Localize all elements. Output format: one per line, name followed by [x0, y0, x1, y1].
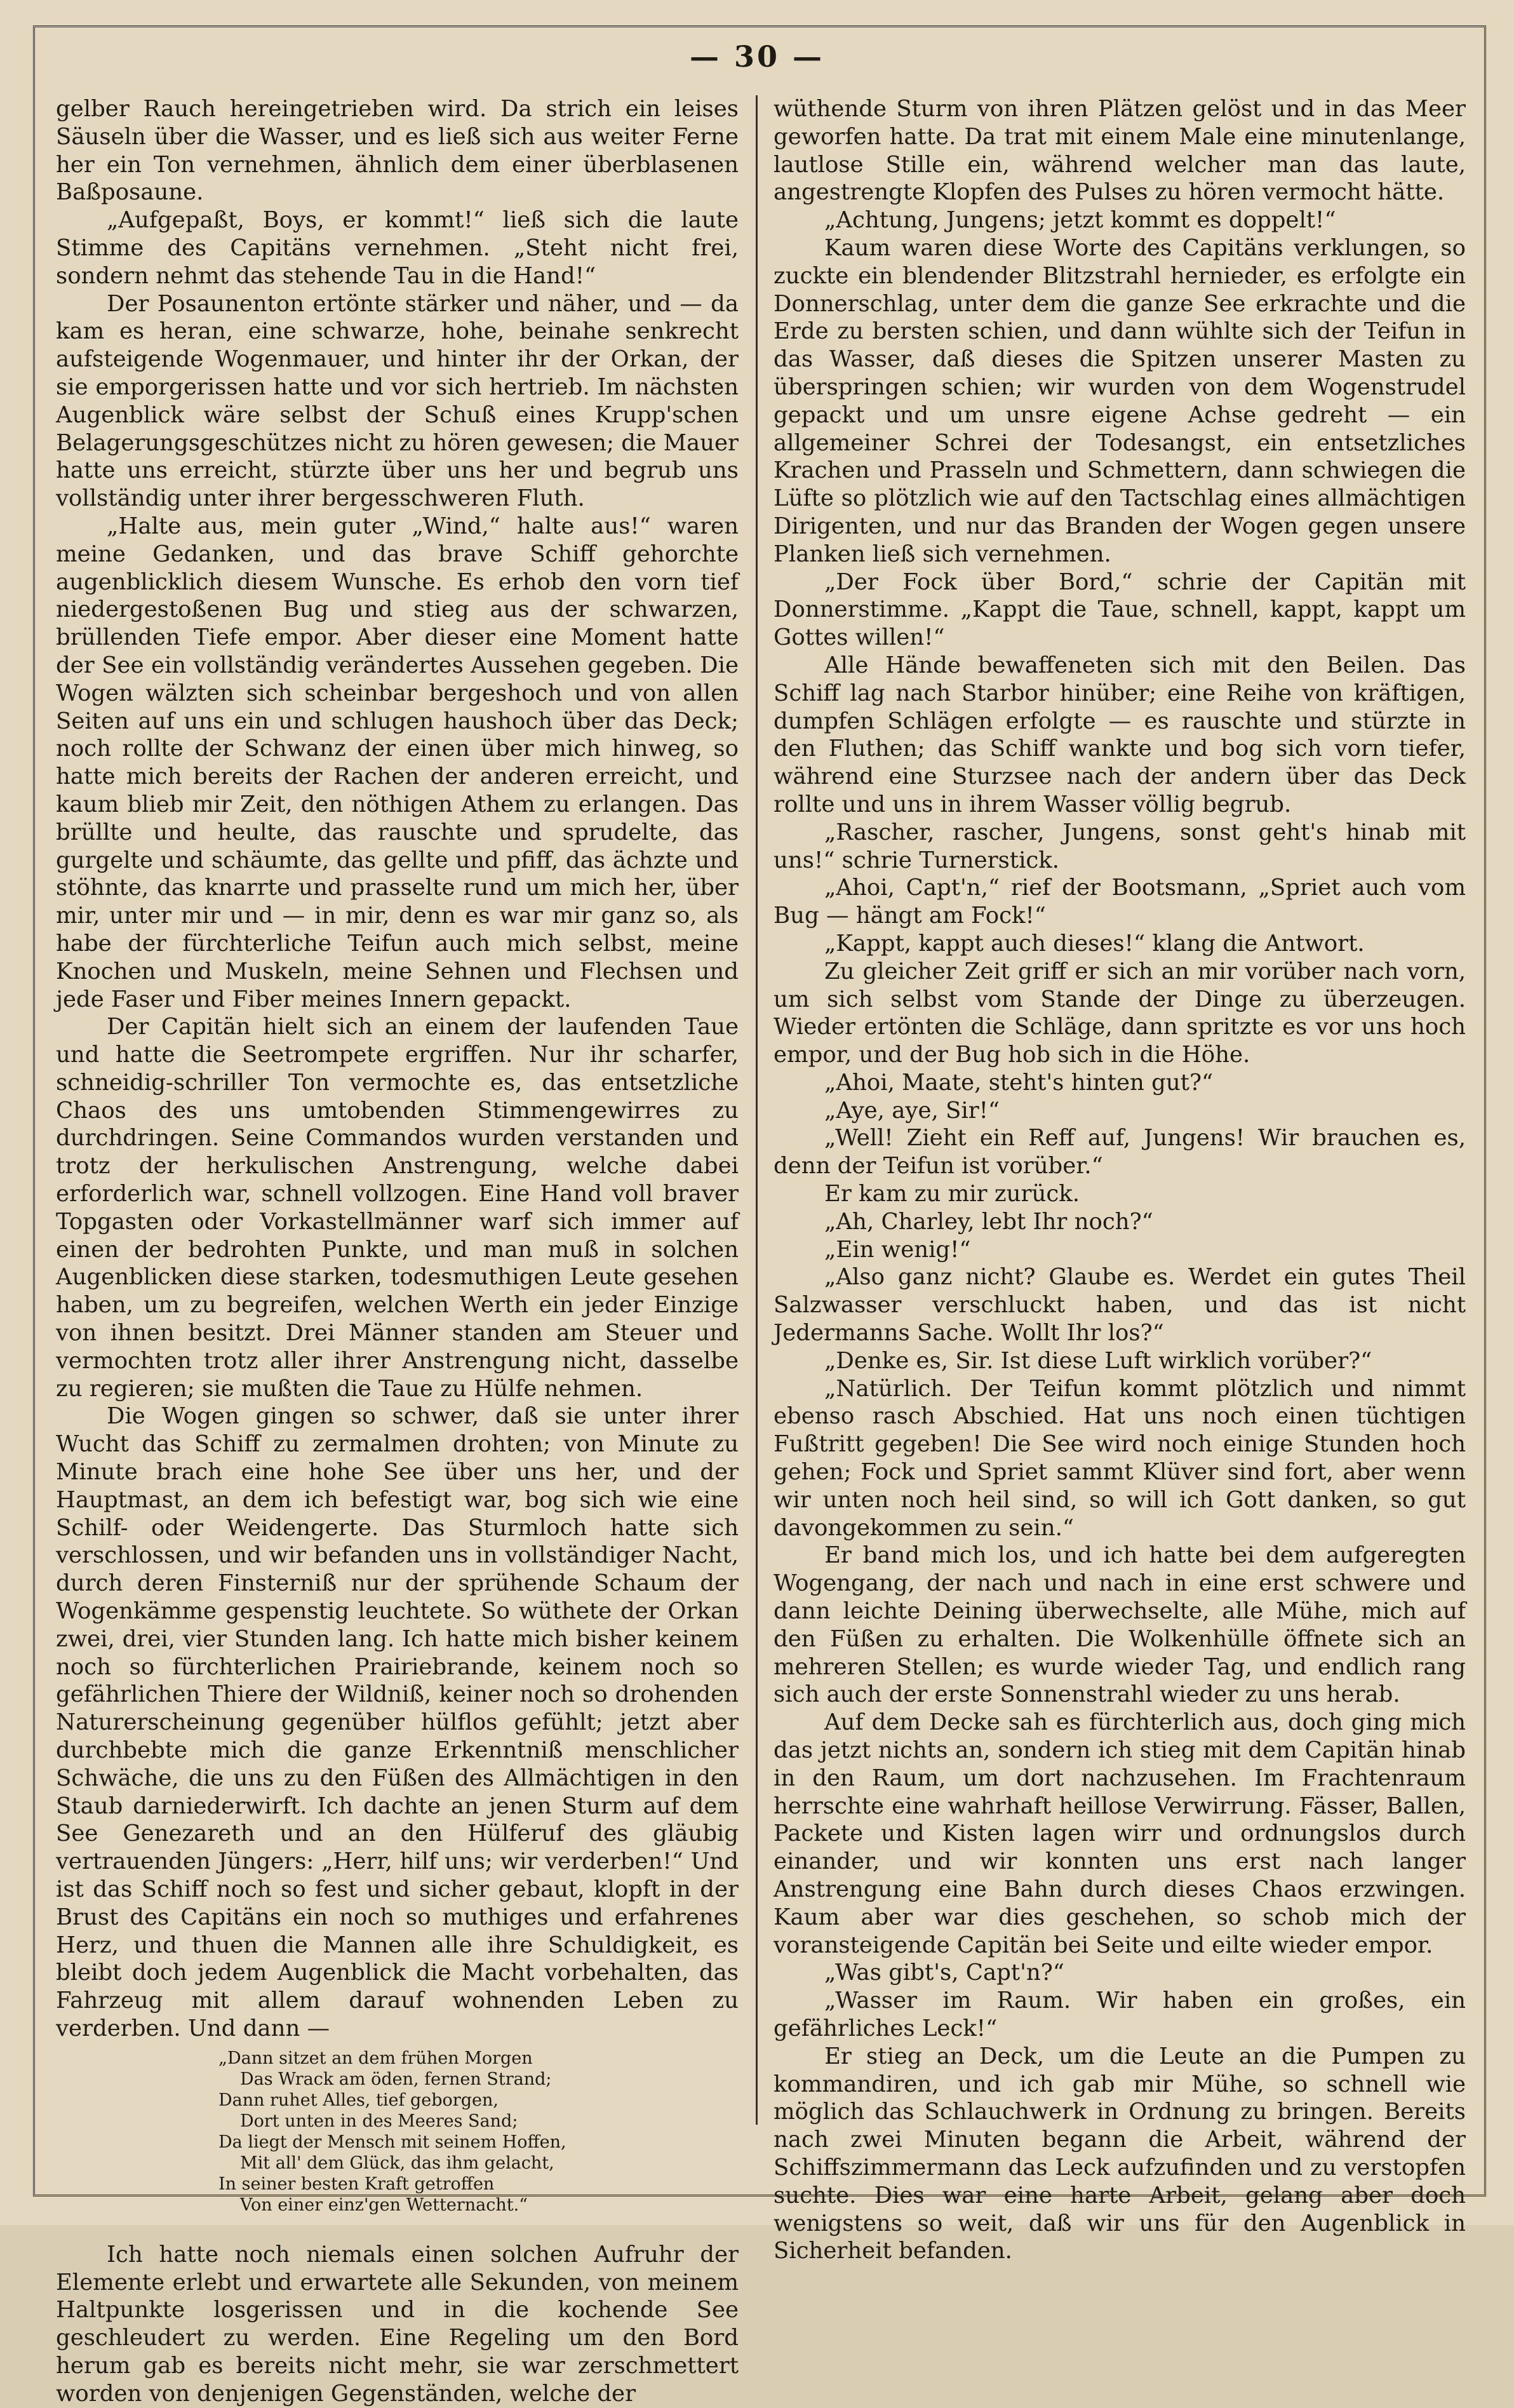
poem-line: Dort unten in des Meeres Sand;	[240, 2111, 518, 2131]
paragraph: „Ahoi, Maate, steht's hinten gut?“	[824, 1069, 1214, 1096]
paragraph: Die Wogen gingen so schwer, daß sie unter ihrer Wucht das Schiff zu zermalmen drohten; von Minute zu Minute brach eine hohe See über uns her, und der Hauptmast, an dem ich befestigt war, bog sich wie eine Schilf- oder Weidengerte. Das Sturmloch hatte sich verschlossen, und wir befanden uns in vollständiger Nacht, durch deren Finsterniß nur der sprühende Schaum der Wogenkämme gespenstig leuchtete. So wüthete der Orkan zwei, drei, vier Stunden lang. Ich hatte mich bisher keinem noch so fürchterlichen Prairiebrande, keinem noch so gefährlichen Thiere der Wildniß, keiner noch so drohenden Naturerscheinung gegenüber hülflos gefühlt; jetzt aber durchbebte mich die ganze Erkenntniß menschlicher Schwäche, die uns zu den Füßen des Allmächtigen in den Staub darniederwirft. Ich dachte an jenen Sturm auf dem See Genezareth und an den Hülferuf des gläubig vertrauenden Jüngers: „Herr, hilf uns; wir verderben!“ Und ist das Schiff noch so fest und sicher gebaut, klopft in der Brust des Capitäns ein noch so muthiges und erfahrenes Herz, und thuen die Mannen alle ihre Schuldigkeit, es bleibt doch jedem Augenblick die Macht vorbehalten, das Fahrzeug mit allem darauf wohnenden Leben zu verderben. Und dann —	[56, 1403, 739, 2041]
page-number: — 30 —	[689, 39, 825, 74]
paragraph: Der Posaunenton ertönte stärker und näher, und — da kam es heran, eine schwarze, hohe, beinahe senkrecht aufsteigende Wogenmauer, und hinter ihr der Orkan, der sie emporgerissen hatte und vor sich hertrieb. Im nächsten Augenblick wäre selbst der Schuß eines Krupp'schen Belagerungsgeschützes nicht zu hören gewesen; die Mauer hatte uns erreicht, stürzte über uns her und begrub uns vollständig unter ihrer bergesschweren Fluth.	[56, 290, 739, 512]
paragraph: Er band mich los, und ich hatte bei dem aufgeregten Wogengang, der nach und nach in eine erst schwere und dann leichte Deining überwechselte, alle Mühe, mich auf den Füßen zu erhalten. Die Wolkenhülle öffnete sich an mehreren Stellen; es wurde wieder Tag, und endlich rang sich auch der erste Sonnenstrahl wieder zu uns herab.	[774, 1542, 1466, 1708]
paragraph: „Ein wenig!“	[824, 1236, 971, 1263]
paragraph: „Aufgepaßt, Boys, er kommt!“ ließ sich die laute Stimme des Capitäns vernehmen. „Steht nicht frei, sondern nehmt das stehende Tau in die Hand!“	[56, 207, 739, 289]
paragraph: „Kappt, kappt auch dieses!“ klang die Antwort.	[824, 930, 1365, 957]
paragraph: Zu gleicher Zeit griff er sich an mir vorüber nach vorn, um sich selbst vom Stande der Dinge zu überzeugen. Wieder ertönten die Schläge, dann spritzte es vor uns hoch empor, und der Bug hob sich in die Höhe.	[774, 958, 1466, 1068]
paragraph: „Ah, Charley, lebt Ihr noch?“	[824, 1208, 1153, 1235]
poem	[56, 2048, 739, 2216]
paragraph: wüthende Sturm von ihren Plätzen gelöst und in das Meer geworfen hatte. Da trat mit einem Male eine minutenlange, lautlose Stille ein, während welcher man das laute, angestrengte Klopfen des Pulses zu hören vermocht hätte.	[774, 96, 1466, 206]
right-column	[774, 95, 1466, 2264]
paragraph: „Well! Zieht ein Reff auf, Jungens! Wir brauchen es, denn der Teifun ist vorüber.“	[774, 1125, 1466, 1180]
paragraph: „Der Fock über Bord,“ schrie der Capitän mit Donnerstimme. „Kappt die Taue, schnell, kappt, kappt um Gottes willen!“	[774, 568, 1466, 651]
paragraph: „Also ganz nicht? Glaube es. Werdet ein gutes Theil Salzwasser verschluckt haben, und das ist nicht Jedermanns Sache. Wollt Ihr los?“	[774, 1264, 1466, 1347]
poem-line: Da liegt der Mensch mit seinem Hoffen,	[218, 2132, 566, 2152]
poem-line: Das Wrack am öden, fernen Strand;	[240, 2069, 552, 2089]
poem-line: In seiner besten Kraft getroffen	[218, 2174, 495, 2194]
paragraph: Kaum waren diese Worte des Capitäns verklungen, so zuckte ein blendender Blitzstrahl hernieder, es erfolgte ein Donnerschlag, unter dem die ganze See erkrachte und die Erde zu bersten schien, und dann wühlte sich der Teifun in das Wasser, daß dieses die Spitzen unserer Masten zu überspringen schien; wir wurden von dem Wogenstrudel gepackt und um unsre eigene Achse gedreht — ein allgemeiner Schrei der Todesangst, ein entsetzliches Krachen und Prasseln und Schmettern, dann schwiegen die Lüfte so plötzlich wie auf den Tactschlag eines allmächtigen Dirigenten, und nur das Branden der Wogen gegen unsere Planken ließ sich vernehmen.	[774, 234, 1466, 567]
paragraph: „Halte aus, mein guter „Wind,“ halte aus!“ waren meine Gedanken, und das brave Schiff gehorchte augenblicklich diesem Wunsche. Es erhob den vorn tief niedergestoßenen Bug und stieg aus der schwarzen, brüllenden Tiefe empor. Aber dieser eine Moment hatte der See ein vollständig verändertes Aussehen gegeben. Die Wogen wälzten sich scheinbar bergeshoch und von allen Seiten auf uns ein und schlugen haushoch über das Deck; noch rollte der Schwanz der einen über mich hinweg, so hatte mich bereits der Rachen der anderen erreicht, und kaum blieb mir Zeit, den nöthigen Athem zu erlangen. Das brüllte und heulte, das rauschte und sprudelte, das gurgelte und schäumte, das gellte und pfiff, das ächzte und stöhnte, das knarrte und prasselte rund um mich her, über mir, unter mir und — in mir, denn es war mir ganz so, als habe der fürchterliche Teifun auch mich selbst, meine Knochen und Muskeln, meine Sehnen und Flechsen und jede Faser und Fiber meines Innern gepackt.	[56, 513, 739, 1012]
paragraph: „Denke es, Sir. Ist diese Luft wirklich vorüber?“	[824, 1347, 1372, 1374]
poem-line: Mit all' dem Glück, das ihm gelacht,	[240, 2153, 554, 2173]
paragraph: „Wasser im Raum. Wir haben ein großes, ein gefährliches Leck!“	[774, 1988, 1466, 2041]
paragraph: „Aye, aye, Sir!“	[824, 1097, 1000, 1124]
paragraph: Der Capitän hielt sich an einem der laufenden Taue und hatte die Seetrompete ergriffen. Nur ihr scharfer, schneidig-schriller Ton vermochte es, das entsetzliche Chaos des uns umtobenden Stimmengewirres zu durchdringen. Seine Commandos wurden verstanden und trotz der herkulischen Anstrengung, welche dabei erforderlich war, schnell vollzogen. Eine Hand voll braver Topgasten oder Vorkastellmänner warf sich immer auf einen der bedrohten Punkte, und man muß in solchen Augenblicken diese starken, todesmuthigen Leute gesehen haben, um zu begreifen, welchen Werth ein jeder Einzige von ihnen besitzt. Drei Männer standen am Steuer und vermochten trotz aller ihrer Anstrengung nicht, dasselbe zu regieren; sie mußten die Taue zu Hülfe nehmen.	[56, 1014, 739, 1402]
paragraph: Auf dem Decke sah es fürchterlich aus, doch ging mich das jetzt nichts an, sondern ich stieg mit dem Capitän hinab in den Raum, um dort nachzusehen. Im Frachtenraum herrschte eine wahrhaft heillose Verwirrung. Fässer, Ballen, Packete und Kisten lagen wirr und ordnungslos durch einander, und wir konnten uns erst nach langer Anstrengung eine Bahn durch dieses Chaos erzwingen. Kaum aber war dies geschehen, so schob mich der voransteigende Capitän bei Seite und eilte wieder empor.	[774, 1709, 1466, 1958]
poem-line: Von einer einz'gen Wetternacht.“	[240, 2195, 528, 2215]
paragraph: Ich hatte noch niemals einen solchen Aufruhr der Elemente erlebt und erwartete alle Sekunden, von meinem Haltpunkte losgerissen und in die kochende See geschleudert zu werden. Eine Regeling um den Bord herum gab es bereits nicht mehr, sie war zerschmettert worden von denjenigen Gegenständen, welche der	[56, 2241, 739, 2407]
paragraph: „Natürlich. Der Teifun kommt plötzlich und nimmt ebenso rasch Abschied. Hat uns noch einen tüchtigen Fußtritt gegeben! Die See wird noch einige Stunden hoch gehen; Fock und Spriet sammt Klüver sind fort, aber wenn wir unten noch heil sind, so will ich Gott danken, so gut davongekommen zu sein.“	[774, 1375, 1466, 1541]
left-column	[56, 95, 739, 2407]
paragraph: Er kam zu mir zurück.	[824, 1181, 1080, 1207]
paragraph: „Achtung, Jungens; jetzt kommt es doppelt!“	[824, 207, 1336, 234]
column-divider	[756, 95, 758, 2125]
paragraph: gelber Rauch hereingetrieben wird. Da strich ein leises Säuseln über die Wasser, und es ließ sich aus weiter Ferne her ein Ton vernehmen, ähnlich dem einer überblasenen Baßposaune.	[56, 96, 739, 206]
poem-line: „Dann sitzet an dem frühen Morgen	[218, 2048, 533, 2068]
paragraph: Er stieg an Deck, um die Leute an die Pumpen zu kommandiren, und ich gab mir Mühe, so schnell wie möglich das Schlauchwerk in Ordnung zu bringen. Bereits nach zwei Minuten begann die Arbeit, während der Schiffszimmermann das Leck aufzufinden und zu verstopfen suchte. Dies war eine harte Arbeit, gelang aber doch wenigstens so weit, daß wir uns für den Augenblick in Sicherheit befanden.	[774, 2043, 1466, 2264]
paragraph: Alle Hände bewaffeneten sich mit den Beilen. Das Schiff lag nach Starbor hinüber; eine Reihe von kräftigen, dumpfen Schlägen erfolgte — es rauschte und stürzte in den Fluthen; das Schiff wankte und bog sich vorn tiefer, während eine Sturzsee nach der andern über das Deck rollte und uns in ihrem Wasser völlig begrub.	[774, 652, 1466, 817]
paragraph: „Was gibt's, Capt'n?“	[824, 1960, 1064, 1986]
paragraph: „Ahoi, Capt'n,“ rief der Bootsmann, „Spriet auch vom Bug — hängt am Fock!“	[774, 875, 1466, 929]
paragraph: „Rascher, rascher, Jungens, sonst geht's hinab mit uns!“ schrie Turnerstick.	[774, 819, 1466, 873]
poem-line: Dann ruhet Alles, tief geborgen,	[218, 2090, 499, 2110]
